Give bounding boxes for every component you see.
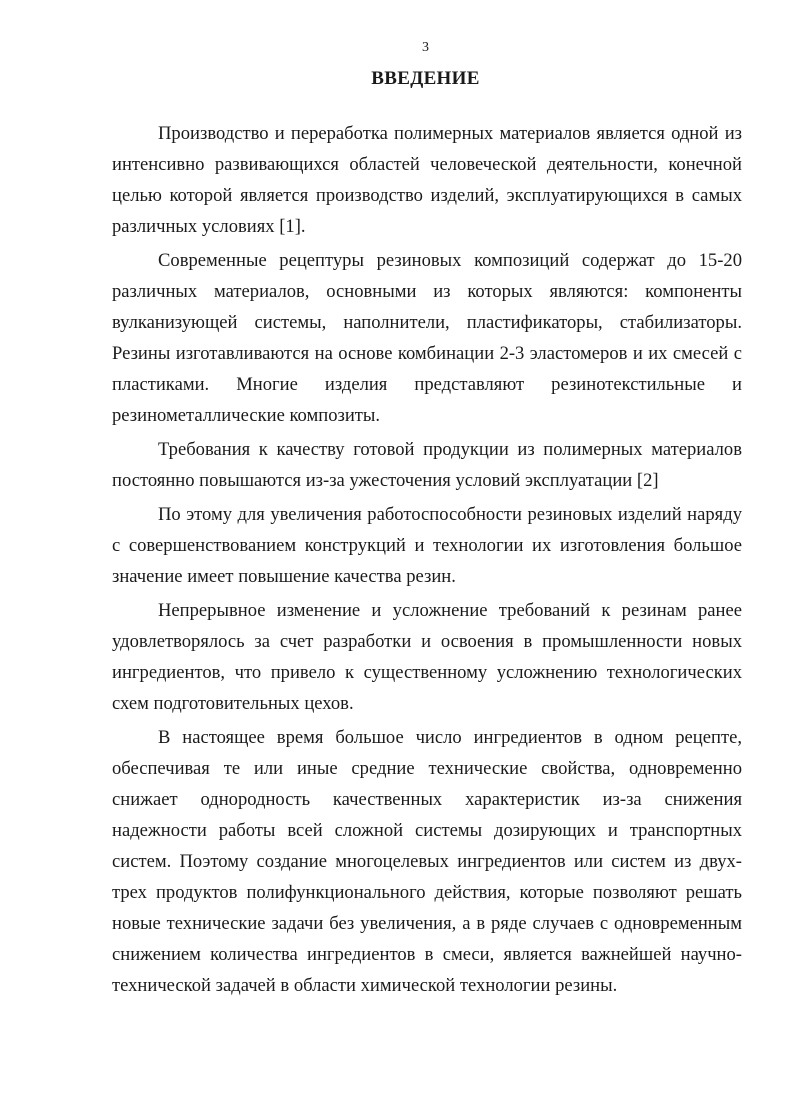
paragraph: По этому для увеличения работоспособности резиновых изделий наряду с совершенствованием конструкций и технологии их изготовления большое значение имеет повышение качества резин.: [112, 504, 742, 587]
paragraph: Современные рецептуры резиновых композиций содержат до 15-20 различных материалов, основными из которых являются: компоненты вулканизующей системы, наполнители, пластификаторы, стабилизаторы. Резины изготавливаются на основе комбинации 2-3 эластомеров и их смесей с пластиками. Многие изделия представляют резинотекстильные и резинометаллические композиты.: [112, 250, 742, 426]
page-number: 3: [422, 40, 429, 55]
paragraph: Производство и переработка полимерных материалов является одной из интенсивно развивающихся областей человеческой деятельности, конечной целью которой является производство изделий, эксплуатирующихся в самых различных условиях [1].: [112, 123, 742, 237]
page-title: ВВЕДЕНИЕ: [371, 68, 480, 89]
paragraph: Требования к качеству готовой продукции из полимерных материалов постоянно повышаются из-за ужесточения условий эксплуатации [2]: [112, 439, 742, 491]
paragraph: В настоящее время большое число ингредиентов в одном рецепте, обеспечивая те или иные средние технические свойства, одновременно снижает однородность качественных характеристик из-за снижения надежности работы всей сложной системы дозирующих и транспортных систем. Поэтому создание многоцелевых ингредиентов или систем из двух-трех продуктов полифункционального действия, которые позволяют решать новые технические задачи без увеличения, а в ряде случаев с одновременным снижением количества ингредиентов в смеси, является важнейшей научно-технической задачей в области химической технологии резины.: [112, 727, 742, 996]
body-text: [112, 118, 742, 1004]
paragraph: Непрерывное изменение и усложнение требований к резинам ранее удовлетворялось за счет разработки и освоения в промышленности новых ингредиентов, что привело к существенному усложнению технологических схем подготовительных цехов.: [112, 600, 742, 714]
